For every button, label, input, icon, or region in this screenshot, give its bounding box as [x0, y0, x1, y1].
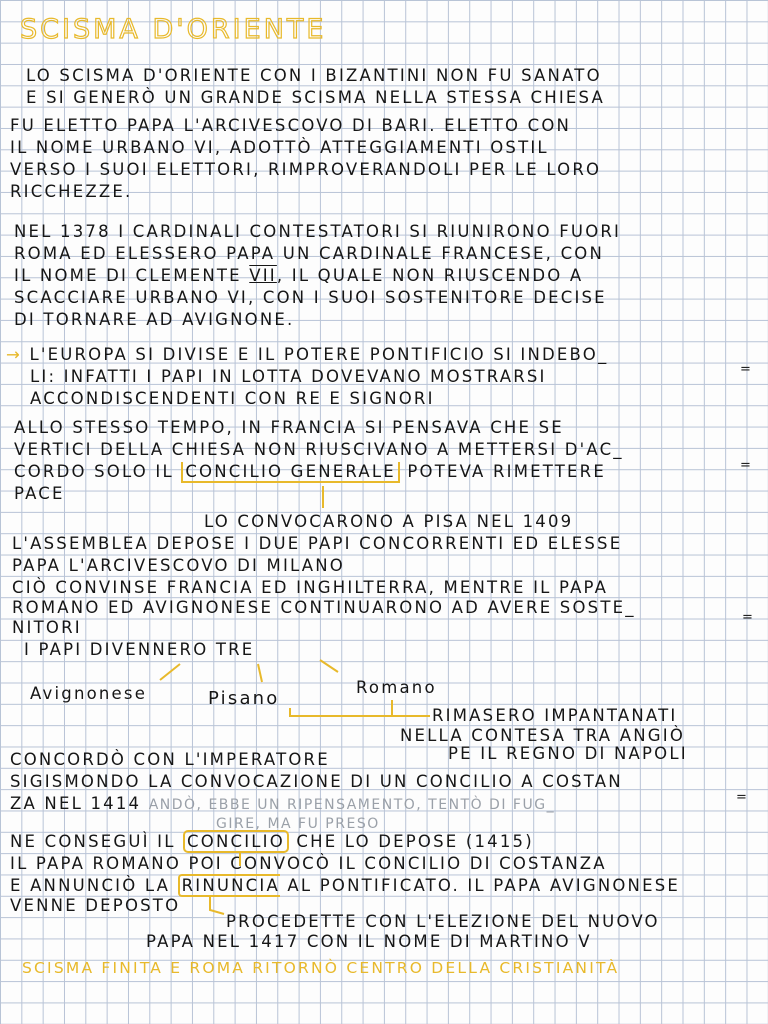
text-line: SIGISMONDO LA CONVOCAZIONE DI UN CONCILIO A COSTAN	[10, 772, 623, 791]
text-fragment: POTEVA RIMETTERE	[399, 462, 606, 481]
text-line: RICCHEZZE.	[10, 182, 133, 201]
text-fragment: NE CONSEGUÌ IL	[10, 832, 184, 851]
text-line	[14, 266, 583, 286]
clemente-number: VII	[249, 266, 277, 285]
text-line: NEL 1378 I CARDINALI CONTESTATORI SI RIUNIRONO FUORI	[14, 222, 622, 241]
equals-mark: =	[742, 610, 753, 625]
text-line	[10, 794, 555, 815]
text-line: PACE	[14, 484, 65, 503]
text-fragment: L'EUROPA SI DIVISE E IL POTERE PONTIFICIO SI INDEBO_	[29, 345, 609, 364]
text-line: PE IL REGNO DI NAPOLI	[448, 744, 688, 763]
text-line: FU ELETTO PAPA L'ARCIVESCOVO DI BARI. ELETTO CON	[10, 116, 572, 135]
text-line: NELLA CONTESA TRA ANGIÒ	[400, 726, 686, 745]
text-fragment: CHE LO DEPOSE (1415)	[288, 832, 534, 851]
equals-mark: =	[736, 790, 747, 805]
pencil-note: GIRE, MA FU PRESO	[216, 816, 380, 832]
equals-mark: =	[740, 458, 751, 473]
text-line: LO CONVOCARONO A PISA NEL 1409	[204, 512, 574, 531]
footer-summary: SCISMA FINITA E ROMA RITORNÒ CENTRO DELLA CRISTIANITÀ	[22, 959, 620, 977]
text-line: ACCONDISCENDENTI CON RE E SIGNORI	[30, 389, 435, 408]
arrow-icon: →	[6, 345, 23, 364]
text-line	[10, 876, 680, 896]
text-line: ALLO STESSO TEMPO, IN FRANCIA SI PENSAVA CHE SE	[14, 418, 564, 437]
text-line: LI: INFATTI I PAPI IN LOTTA DOVEVANO MOSTRARSI	[30, 367, 547, 386]
text-fragment: E ANNUNCIÒ LA	[10, 876, 178, 895]
pope-romano: Romano	[356, 678, 437, 697]
text-line: CONCORDÒ CON L'IMPERATORE	[10, 750, 330, 769]
text-line: LO SCISMA D'ORIENTE CON I BIZANTINI NON FU SANATO	[26, 66, 602, 85]
text-line: I PAPI DIVENNERO TRE	[24, 640, 255, 659]
pope-pisano: Pisano	[208, 688, 280, 709]
text-line	[10, 832, 534, 852]
text-line: RIMASERO IMPANTANATI	[432, 706, 678, 725]
text-line: PAPA NEL 1417 CON IL NOME DI MARTINO V	[146, 932, 592, 951]
text-line: ROMA ED ELESSERO PAPA UN CARDINALE FRANCESE, CON	[14, 244, 605, 263]
text-line: VERSO I SUOI ELETTORI, RIMPROVERANDOLI PER LE LORO	[10, 160, 602, 179]
page-title: SCISMA D'ORIENTE	[20, 14, 327, 45]
equals-mark: =	[740, 362, 751, 377]
text-line	[14, 462, 606, 482]
text-line: ROMANO ED AVIGNONESE CONTINUARONO AD AVERE SOSTE_	[12, 598, 636, 617]
text-fragment: IL NOME DI CLEMENTE	[14, 266, 250, 285]
text-line	[6, 345, 608, 365]
concilio-box: CONCILIO	[183, 830, 289, 853]
text-line: VERTICI DELLA CHIESA NON RIUSCIVANO A METTERSI D'AC_	[14, 440, 624, 459]
text-line: PAPA L'ARCIVESCOVO DI MILANO	[12, 556, 345, 575]
text-line: CIÒ CONVINSE FRANCIA ED INGHILTERRA, MENTRE IL PAPA	[12, 578, 609, 597]
text-line: NITORI	[12, 618, 82, 637]
text-line: PROCEDETTE CON L'ELEZIONE DEL NUOVO	[226, 912, 660, 931]
pencil-note: ANDÒ, EBBE UN RIPENSAMENTO, TENTÒ DI FUG_	[148, 797, 556, 813]
text-line: DI TORNARE AD AVIGNONE.	[14, 310, 295, 329]
pope-avignonese: Avignonese	[30, 684, 148, 703]
text-fragment: , IL QUALE NON RIUSCENDO A	[276, 266, 584, 285]
text-fragment: AL PONTIFICATO. IL PAPA AVIGNONESE	[279, 876, 681, 895]
text-line: VENNE DEPOSTO	[10, 896, 181, 915]
concilio-generale-highlight: CONCILIO GENERALE	[181, 462, 400, 483]
text-line: L'ASSEMBLEA DEPOSE I DUE PAPI CONCORRENTI ED ELESSE	[12, 534, 623, 553]
rinuncia-highlight: RINUNCIA	[178, 874, 280, 897]
text-fragment: ZA NEL 1414	[10, 794, 142, 813]
text-fragment: CORDO SOLO IL	[14, 462, 182, 481]
text-line: IL NOME URBANO VI, ADOTTÒ ATTEGGIAMENTI OSTIL	[10, 138, 549, 157]
text-line: E SI GENERÒ UN GRANDE SCISMA NELLA STESSA CHIESA	[26, 88, 605, 107]
text-line: SCACCIARE URBANO VI, CON I SUOI SOSTENITORE DECISE	[14, 288, 607, 307]
text-line: IL PAPA ROMANO POI CONVOCÒ IL CONCILIO DI COSTANZA	[10, 854, 607, 873]
